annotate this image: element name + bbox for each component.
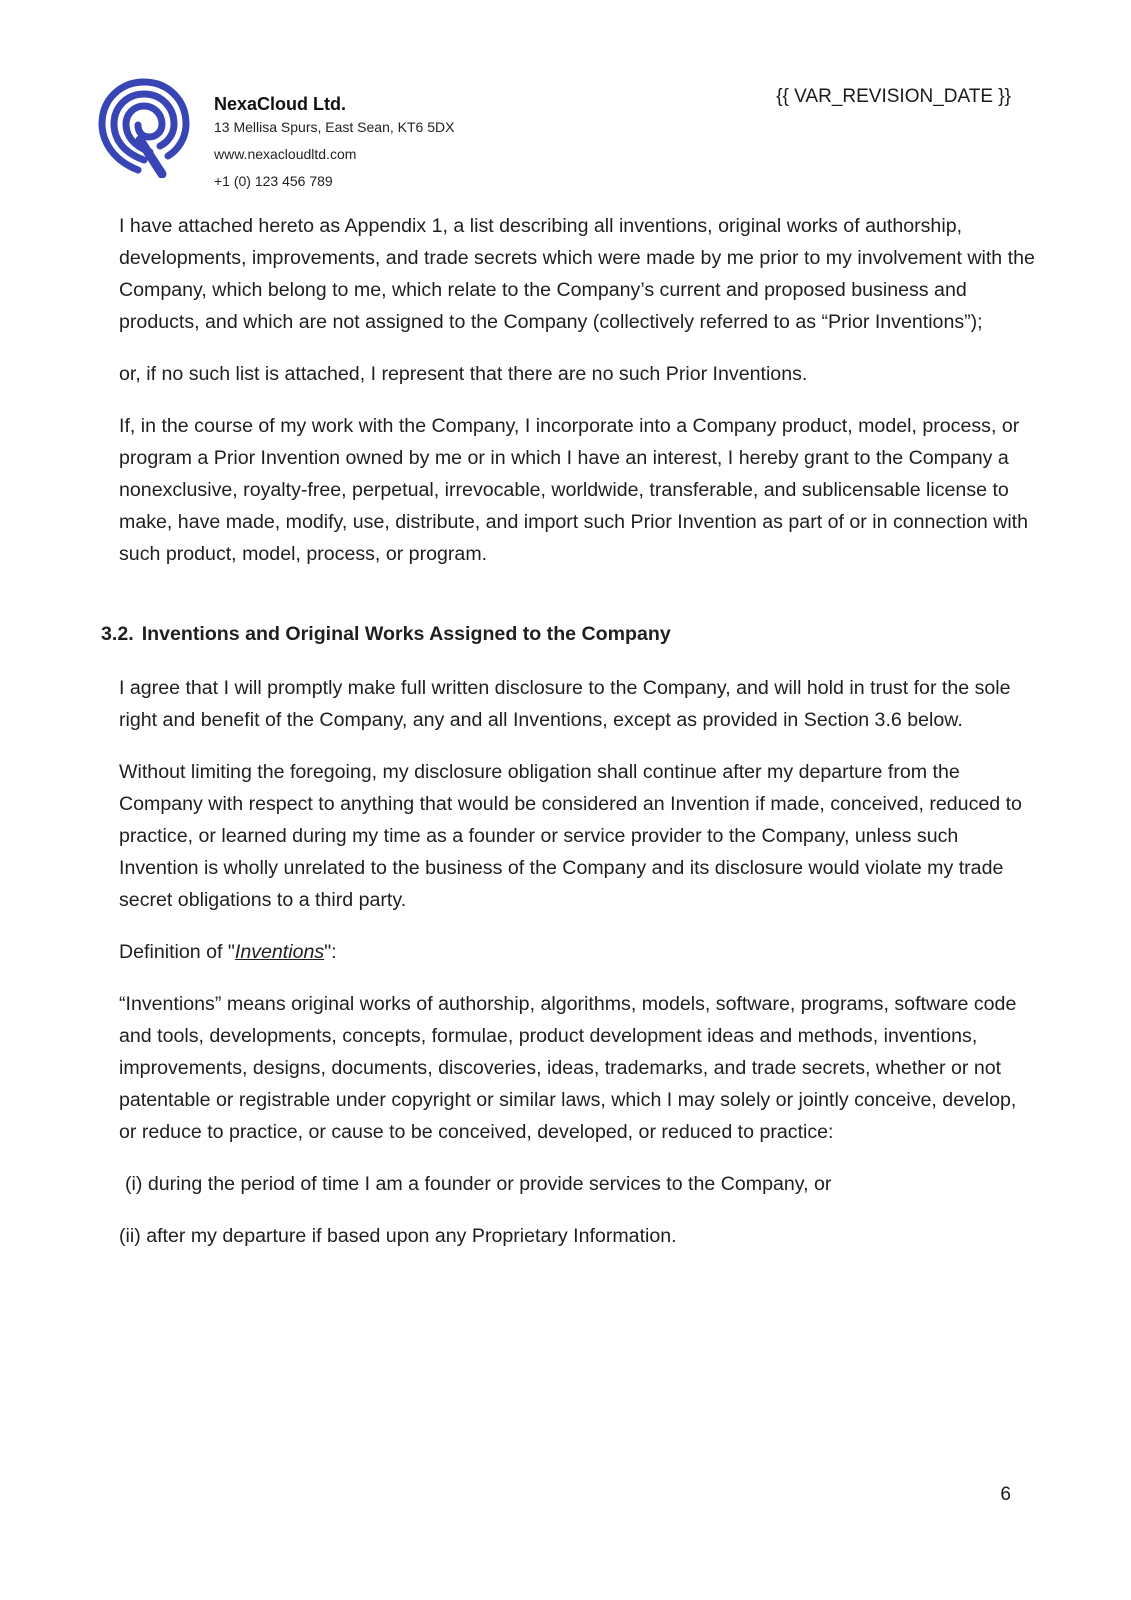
paragraph-continuing-obligation: Without limiting the foregoing, my disclosure obligation shall continue after my departure from the Company with respect to anything that would be considered an Invention if made, conceived, reduced to practice, or learned during my time as a founder or service provider to the Company, unless such Invention is wholly unrelated to the business of the Company and its disclosure would violate my trade secret obligations to a third party. (119, 761, 1022, 911)
company-website: www.nexacloudltd.com (214, 146, 357, 162)
section-title: Inventions and Original Works Assigned to the Company (141, 623, 671, 645)
paragraph-inventions-definition: “Inventions” means original works of authorship, algorithms, models, software, programs, software code and tools, developments, concepts, formulae, product development ideas and methods, inventions, improvements, designs, documents, discoveries, ideas, trademarks, and trade secrets, whether or not patentable or registrable under copyright or similar laws, which I may solely or jointly conceive, develop, or reduce to practice, or cause to be conceived, developed, or reduced to practice: (119, 993, 1017, 1143)
paragraph-prior-inventions-list: I have attached hereto as Appendix 1, a list describing all inventions, original works of authorship, developments, improvements, and trade secrets which were made by me prior to my involvement with the Company, which belong to me, which relate to the Company’s current and proposed business and products, and which are not assigned to the Company (collectively referred to as “Prior Inventions”); (119, 215, 1035, 333)
section-heading (101, 618, 1039, 650)
list-item-ii: (ii) after my departure if based upon any Proprietary Information. (119, 1225, 677, 1247)
paragraph-disclosure: I agree that I will promptly make full written disclosure to the Company, and will hold in trust for the sole right and benefit of the Company, any and all Inventions, except as provided in Section 3.6 below. (119, 677, 1011, 731)
definition-label (119, 936, 1039, 968)
company-phone: +1 (0) 123 456 789 (214, 173, 333, 189)
paragraph-no-list: or, if no such list is attached, I represent that there are no such Prior Inventions. (119, 363, 808, 385)
company-info (214, 93, 454, 190)
definition-suffix: ": (324, 941, 337, 963)
revision-date: {{ VAR_REVISION_DATE }} (776, 86, 1011, 107)
company-address: 13 Mellisa Spurs, East Sean, KT6 5DX (214, 119, 455, 135)
section-number: 3.2. (101, 623, 134, 645)
definition-prefix: Definition of " (119, 941, 235, 963)
company-name: NexaCloud Ltd. (214, 94, 347, 114)
list-item-i: (i) during the period of time I am a founder or provide services to the Company, or (125, 1173, 832, 1195)
nexacloud-logo-icon (98, 78, 190, 178)
definition-term-link[interactable]: Inventions (234, 941, 325, 963)
document-body (101, 210, 1039, 1272)
paragraph-license-grant: If, in the course of my work with the Company, I incorporate into a Company product, model, process, or program a Prior Invention owned by me or in which I have an interest, I hereby grant to the Company a nonexclusive, royalty-free, perpetual, irrevocable, worldwide, transferable, and sublicensable license to make, have made, modify, use, distribute, and import such Prior Invention as part of or in connection with such product, model, process, or program. (119, 415, 1029, 565)
page-number: 6 (1000, 1484, 1011, 1505)
